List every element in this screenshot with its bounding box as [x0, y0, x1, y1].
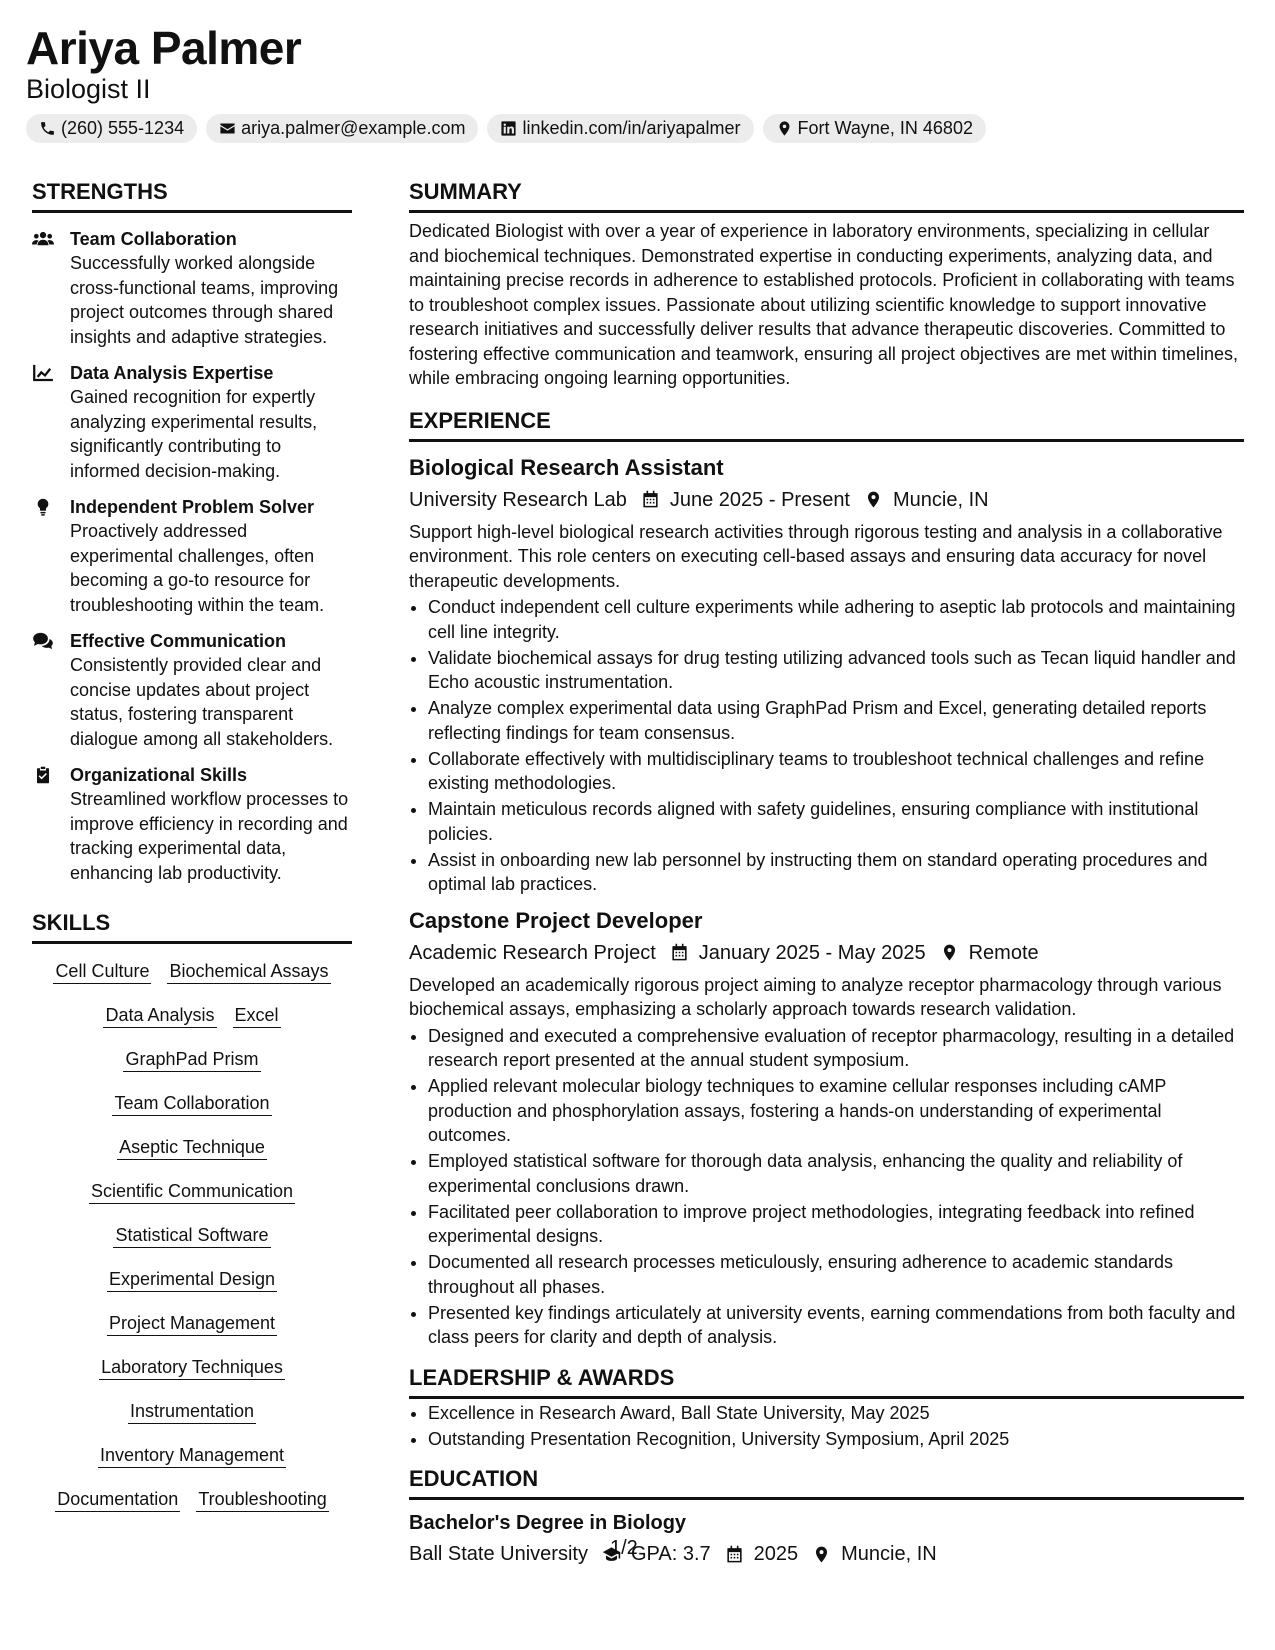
linkedin-icon: [500, 120, 517, 137]
strength-item: [32, 495, 352, 617]
skill-tag: Project Management: [107, 1312, 277, 1336]
comments-icon: [32, 632, 54, 650]
skill-tag: Experimental Design: [107, 1268, 277, 1292]
strength-description: Successfully worked alongside cross-functional teams, improving project outcomes through shared insights and adaptive strategies.: [70, 253, 339, 347]
skill-tag: Data Analysis: [103, 1004, 216, 1028]
skill-tag: Team Collaboration: [112, 1092, 271, 1116]
map-pin-icon: [940, 943, 959, 962]
list-item: • Maintain meticulous records aligned with safety guidelines, ensuring compliance with institutional policies.: [428, 797, 1244, 846]
list-item: • Excellence in Research Award, Ball State University, May 2025: [428, 1401, 1244, 1426]
job-role: Capstone Project Developer: [409, 907, 703, 933]
candidate-name: Ariya Palmer: [26, 22, 302, 74]
map-pin-icon: [776, 120, 793, 137]
map-pin-icon: [864, 490, 883, 509]
education-heading: EDUCATION: [409, 1465, 1244, 1500]
skill-tag: Troubleshooting: [196, 1488, 328, 1512]
skill-tag: Inventory Management: [98, 1444, 286, 1468]
job-organization: Academic Research Project: [409, 941, 656, 964]
skill-tag: GraphPad Prism: [123, 1048, 260, 1072]
job-dates: June 2025 - Present: [669, 488, 850, 511]
list-item: • Analyze complex experimental data using GraphPad Prism and Excel, generating detailed reports reflecting findings for team consensus.: [428, 696, 1244, 745]
contact-location-text: Fort Wayne, IN 46802: [797, 118, 973, 138]
strength-item: [32, 227, 352, 349]
calendar-icon: [670, 943, 689, 962]
contact-email-text: ariya.palmer@example.com: [241, 118, 466, 138]
job-dates: January 2025 - May 2025: [698, 941, 926, 964]
contact-linkedin[interactable]: [487, 114, 753, 143]
job-description: Support high-level biological research activities through rigorous testing and analysis in a collaborative environment. This role centers on executing cell-based assays and ensuring data accuracy for novel therapeutic developments.: [409, 521, 1223, 591]
strength-name: Independent Problem Solver: [70, 497, 315, 517]
strength-name: Data Analysis Expertise: [70, 363, 274, 383]
education-location: Muncie, IN: [841, 1543, 937, 1565]
users-icon: [32, 230, 54, 248]
list-item: • Presented key findings articulately at university events, earning commendations from both faculty and class peers for clarity and depth of analysis.: [428, 1301, 1244, 1350]
contact-bar: [26, 114, 986, 143]
experience-entry: [409, 907, 1244, 1350]
contact-email[interactable]: [206, 114, 478, 143]
skill-tag: Laboratory Techniques: [99, 1356, 285, 1380]
skill-tag: Aseptic Technique: [117, 1136, 267, 1160]
strength-item: [32, 629, 352, 751]
strengths-heading: STRENGTHS: [32, 178, 352, 213]
calendar-icon: [725, 1545, 744, 1564]
job-role: Biological Research Assistant: [409, 454, 724, 480]
job-location: Remote: [968, 941, 1039, 964]
list-item: • Applied relevant molecular biology techniques to examine cellular responses including cAMP production and phosphorylation assays, fostering a hands-on understanding of experimental outcomes.: [428, 1074, 1244, 1148]
calendar-icon: [641, 490, 660, 509]
candidate-title: Biologist II: [26, 74, 151, 104]
strengths-list: [32, 227, 352, 885]
job-bullets: [409, 1024, 1244, 1350]
skill-tag: Statistical Software: [113, 1224, 270, 1248]
left-column: [32, 178, 352, 1512]
strength-description: Gained recognition for expertly analyzing experimental results, significantly contributing to informed decision-making.: [70, 387, 318, 481]
skill-tag: Biochemical Assays: [167, 960, 330, 984]
skill-tag: Scientific Communication: [89, 1180, 295, 1204]
education-year: 2025: [753, 1543, 799, 1565]
skill-tag: Instrumentation: [128, 1400, 256, 1424]
contact-linkedin-text: linkedin.com/in/ariyapalmer: [522, 118, 741, 138]
job-bullets: [409, 595, 1244, 897]
education-degree: Bachelor's Degree in Biology: [409, 1512, 687, 1534]
list-item: • Assist in onboarding new lab personnel by instructing them on standard operating procedures and optimal lab practices.: [428, 848, 1244, 897]
clipboard-check-icon: [32, 766, 54, 784]
right-column: [409, 178, 1244, 1568]
strength-name: Team Collaboration: [70, 229, 237, 249]
list-item: • Collaborate effectively with multidisciplinary teams to troubleshoot technical challenges and refine existing methodologies.: [428, 747, 1244, 796]
list-item: • Designed and executed a comprehensive evaluation of receptor pharmacology, resulting in a detailed research report presented at the annual student symposium.: [428, 1024, 1244, 1073]
strength-item: [32, 361, 352, 483]
contact-phone[interactable]: [26, 114, 197, 143]
skills-heading: SKILLS: [32, 909, 352, 944]
skill-tag: Cell Culture: [53, 960, 151, 984]
education-meta: [409, 1540, 1244, 1568]
contact-phone-text: (260) 555-1234: [61, 118, 185, 138]
list-item: • Employed statistical software for thorough data analysis, enhancing the quality and reliability of experimental conclusions drawn.: [428, 1149, 1244, 1198]
strength-name: Effective Communication: [70, 631, 287, 651]
skill-tag: Documentation: [55, 1488, 180, 1512]
list-item: • Facilitated peer collaboration to improve project methodologies, integrating feedback into refined experimental designs.: [428, 1200, 1244, 1249]
awards-list: [409, 1401, 1244, 1452]
map-pin-icon: [812, 1545, 831, 1564]
summary-text: Dedicated Biologist with over a year of experience in laboratory environments, specializing in cellular and biochemical techniques. Demonstrated expertise in conducting experiments, analyzing data, and maintaining precise records in adherence to established protocols. Proficient in collaborating with teams to troubleshoot complex issues. Passionate about utilizing scientific knowledge to support innovative research initiatives and successfully deliver results that advance therapeutic discoveries. Committed to fostering effective communication and teamwork, ensuring all project objectives are met within timelines, while embracing ongoing learning opportunities.: [409, 221, 1239, 388]
list-item: • Documented all research processes meticulously, ensuring adherence to academic standards throughout all phases.: [428, 1250, 1244, 1299]
strength-description: Consistently provided clear and concise updates about project status, fostering transparent dialogue among all stakeholders.: [70, 655, 334, 749]
page-number: 1/2: [610, 1537, 638, 1559]
strength-item: [32, 763, 352, 885]
job-location: Muncie, IN: [893, 488, 989, 511]
job-organization: University Research Lab: [409, 488, 627, 511]
experience-entry: [409, 454, 1244, 897]
envelope-icon: [219, 120, 236, 137]
phone-icon: [39, 120, 56, 137]
lightbulb-icon: [32, 498, 54, 516]
strength-description: Streamlined workflow processes to improve efficiency in recording and tracking experimental data, enhancing lab productivity.: [70, 789, 349, 883]
job-description: Developed an academically rigorous project aiming to analyze receptor pharmacology through various biochemical assays, emphasizing a scholarly approach towards research validation.: [409, 974, 1222, 1019]
awards-heading: LEADERSHIP & AWARDS: [409, 1364, 1244, 1399]
education-gpa: GPA: 3.7: [630, 1543, 711, 1565]
job-meta: [409, 486, 1244, 514]
list-item: • Outstanding Presentation Recognition, University Symposium, April 2025: [428, 1427, 1244, 1452]
experience-heading: EXPERIENCE: [409, 407, 1244, 442]
list-item: • Validate biochemical assays for drug testing utilizing advanced tools such as Tecan liquid handler and Echo acoustic instrumentation.: [428, 646, 1244, 695]
strength-name: Organizational Skills: [70, 765, 248, 785]
skills-list: [32, 960, 352, 1512]
summary-heading: SUMMARY: [409, 178, 1244, 213]
strength-description: Proactively addressed experimental challenges, often becoming a go-to resource for troubleshooting within the team.: [70, 521, 325, 615]
list-item: • Conduct independent cell culture experiments while adhering to aseptic lab protocols and maintaining cell line integrity.: [428, 595, 1244, 644]
contact-location: [763, 114, 986, 143]
education-school: Ball State University: [409, 1543, 588, 1565]
job-meta: [409, 939, 1244, 967]
chart-line-icon: [32, 364, 54, 382]
skill-tag: Excel: [233, 1004, 281, 1028]
